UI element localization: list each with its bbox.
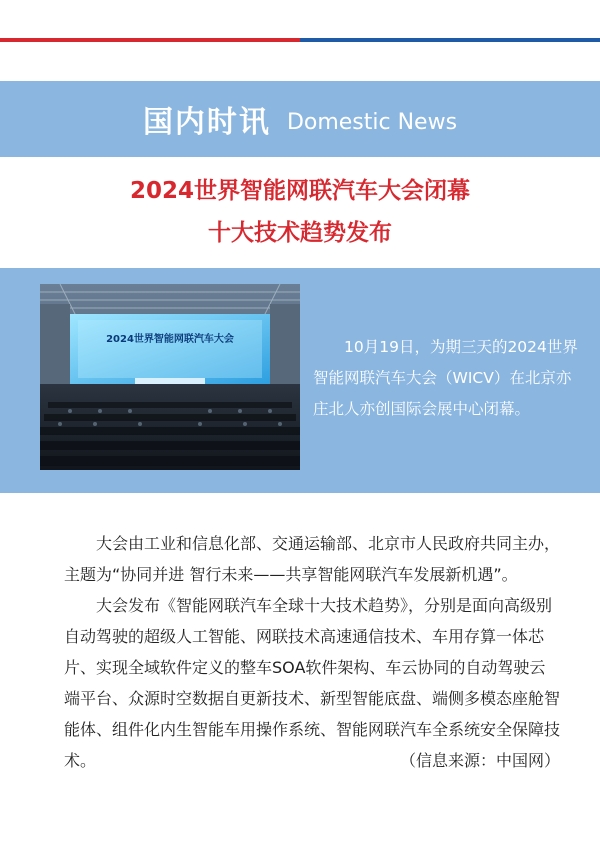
conference-photo — [40, 284, 300, 470]
section-banner — [0, 81, 600, 157]
article-body — [64, 528, 560, 776]
conference-photo-illustration — [40, 284, 300, 470]
article-paragraph-1: 大会由工业和信息化部、交通运输部、北京市人民政府共同主办，主题为“协同并进 智行未来——共享智能网联汽车发展新机遇”。 — [64, 534, 561, 584]
section-title-cn: 国内时讯 — [142, 105, 271, 140]
source-note: （信息来源：中国网） — [399, 751, 560, 770]
section-title-en: Domestic News — [286, 109, 458, 135]
lead-paragraph: 10月19日，为期三天的2024世界智能网联汽车大会（WICV）在北京亦庄北人亦创国际会展中心闭幕。 — [313, 338, 578, 418]
headline-line2: 十大技术趋势发布 — [208, 220, 392, 246]
article-paragraph-2-text: 大会发布《智能网联汽车全球十大技术趋势》，分别是面向高级别自动驾驶的超级人工智能、网联技术高速通信技术、车用存算一体芯片、实现全域软件定义的整车SOA软件架构、车云协同的自动驾驶云端平台、众源时空数据自更新技术、新型智能底盘、端侧多模态座舱智能体、组件化内生智能车用操作系统、智能网联汽车全系统安全保障技术。 — [64, 596, 561, 770]
top-divider — [0, 38, 600, 42]
feature-panel — [0, 268, 600, 493]
photo-screen-text: 2024世界智能网联汽车大会 — [106, 334, 234, 345]
top-divider-red — [0, 38, 300, 42]
article-paragraph-2 — [64, 590, 560, 776]
top-divider-blue — [300, 38, 600, 42]
headline-line1: 2024世界智能网联汽车大会闭幕 — [129, 178, 470, 204]
